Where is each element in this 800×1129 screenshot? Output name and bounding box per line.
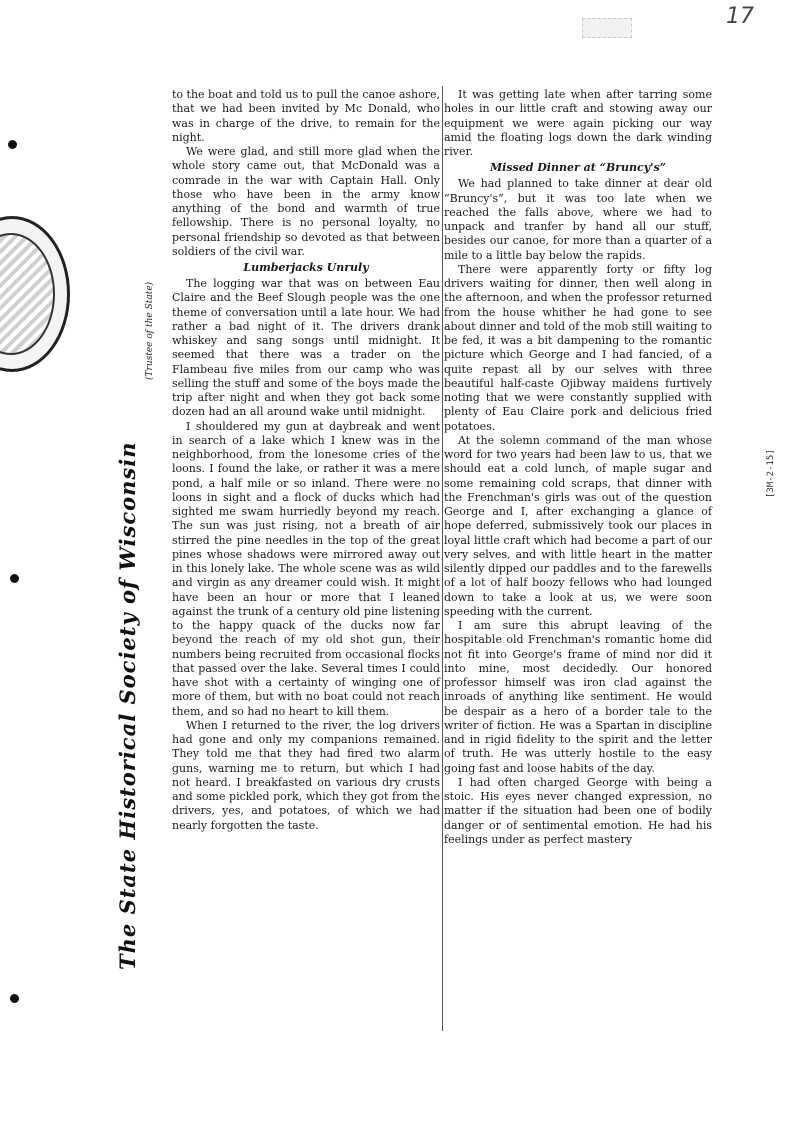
paragraph: It was getting late when after tarring some holes in our little craft and stowing away our equipment we were again picking our way amid the floating logs down the dark winding river. bbox=[444, 88, 712, 158]
masthead-subtitle: (Trustee of the State) bbox=[145, 281, 155, 380]
paragraph: I shouldered my gun at daybreak and went in search of a lake which I knew was in the neighborhood, from the lonesome cries of the loons. I found the lake, or rather it was a mere pond, a half mile or so inland. There were no loons in sight and a flock of ducks which had sighted me swam hurriedly beyond my reach. The sun was just rising, not a breath of air stirred the pine needles in the top of the great pines whose shadows were mirrored away out in this lonely lake. The whole scene was as wild and virgin as any dreamer could wish. It might have been an hour or more that I leaned against the trunk of a century old pine listening to the happy quack of the ducks now far beyond the reach of my old shot gun, their numbers being recruited from occasional flocks that passed over the lake. Several times I could have shot with a certainty of winging one of more of them, but with no boat could not reach them, and so had no heart to kill them. bbox=[172, 419, 440, 718]
punch-hole-bottom bbox=[10, 994, 19, 1003]
punch-hole-middle bbox=[10, 574, 19, 583]
paragraph: I am sure this abrupt leaving of the hospitable old Frenchman's romantic home did not fit into George's frame of mind nor did it into mine, most decidedly. Our honored professor himself was iron clad against the inroads of anything like sentiment. He would be despair as a hero of a border tale to the writer of fiction. He was a Spartan in discipline and in rigid fidelity to the spirit and the letter of truth. He was utterly hostile to the easy going fast and loose habits of the day. bbox=[444, 619, 712, 775]
text-column-right bbox=[444, 88, 712, 847]
paragraph: We were glad, and still more glad when the whole story came out, that McDonald was a comrade in the war with Captain Hall. Only those who have been in the army know anything of the bond and warmth of true fellowship. There is no personal loyalty, no personal friendship so devoted as that between soldiers of the civil war. bbox=[172, 145, 440, 258]
section-heading: Missed Dinner at “Bruncy's” bbox=[489, 161, 667, 175]
paragraph: There were apparently forty or fifty log drivers waiting for dinner, then well along in the afternoon, and when the professor returned from the house whither he had gone to see about dinner and told of the mob still waiting to be fed, it was a bit dampening to the romantic picture which George and I had fancied, of a quite repast all by our selves with three beautiful half-caste Ojibway maidens furtively noting that we were constantly supplied with plenty of Eau Claire pork and delicious fried potatoes. bbox=[444, 262, 713, 433]
paragraph: to the boat and told us to pull the canoe ashore, that we had been invited by Mc Donald, who was in charge of the drive, to remain for the night. bbox=[172, 88, 441, 144]
masthead-title: The State Historical Society of Wisconsin bbox=[115, 441, 140, 970]
text-column-left bbox=[172, 88, 440, 833]
seal-emblem-icon bbox=[0, 233, 55, 355]
archive-code: [3M-2-15] bbox=[766, 449, 776, 498]
paragraph: At the solemn command of the man whose word for two years had been law to us, that we should eat a cold lunch, of maple sugar and some remaining cold scraps, that dinner with the Frenchman's girls was out of the question George and I, after exchanging a glance of hope deferred, submissively took our places in loyal little craft which had become a part of our very selves, and with little heart in the matter silently dipped our paddles and to the farewells of a lot of half boozy fellows who had lounged down to take a look at us, we were soon speeding with the current. bbox=[444, 433, 712, 618]
paragraph: When I returned to the river, the log drivers had gone and only my companions remained. They told me that they had fired two alarm guns, warning me to return, but which I had not heard. I breakfasted on various dry crusts and some pickled pork, which they got from the drivers, yes, and potatoes, of which we had nearly forgotten the taste. bbox=[172, 718, 440, 832]
society-seal bbox=[0, 216, 70, 372]
paper-smudge bbox=[582, 18, 632, 38]
column-divider bbox=[442, 86, 443, 1031]
paragraph: We had planned to take dinner at dear old “Bruncy's”, but it was too late when we reached the falls above, where we had to unpack and tranfer by hand all our stuff, besides our canoe, for more than a quarter of a mile to a little bay below the rapids. bbox=[444, 177, 712, 262]
paragraph: I had often charged George with being a stoic. His eyes never changed expression, no matter if the situation had been one of bodily danger or of sentimental emotion. He had his feelings under as perfect mastery bbox=[444, 775, 712, 846]
section-heading: Lumberjacks Unruly bbox=[243, 261, 369, 274]
paragraph: The logging war that was on between Eau Claire and the Beef Slough people was the one theme of conversation until a late hour. We had rather a bad night of it. The drivers drank whiskey and sang songs until midnight. It seemed that there was a trader on the Flambeau five miles from our camp who was selling the stuff and some of the boys made the trip after night and when they got back some dozen had an all around wake until midnight. bbox=[172, 277, 440, 419]
punch-hole-top bbox=[8, 140, 17, 149]
page-number: 17 bbox=[726, 4, 754, 29]
